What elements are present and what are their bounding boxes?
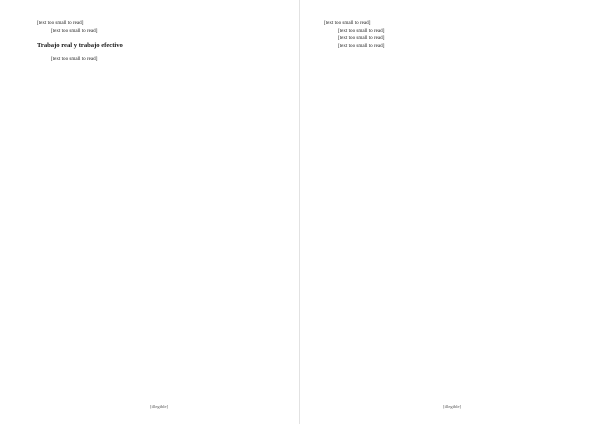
right-page [300, 0, 600, 424]
paragraph: [text too small to read] [51, 27, 98, 34]
paragraph: [text too small to read] [37, 20, 84, 26]
page-number: [illegible] [150, 404, 169, 409]
right-page-body [324, 20, 562, 398]
section-heading: Trabajo real y trabajo efectivo [37, 42, 123, 50]
paragraph: [text too small to read] [324, 20, 371, 26]
page-number: [illegible] [443, 404, 462, 409]
paragraph: [text too small to read] [51, 56, 98, 63]
left-page-body [37, 20, 275, 398]
paragraph: [text too small to read] [338, 35, 385, 42]
paragraph: [text too small to read] [338, 27, 385, 34]
paragraph: [text too small to read] [338, 42, 385, 49]
